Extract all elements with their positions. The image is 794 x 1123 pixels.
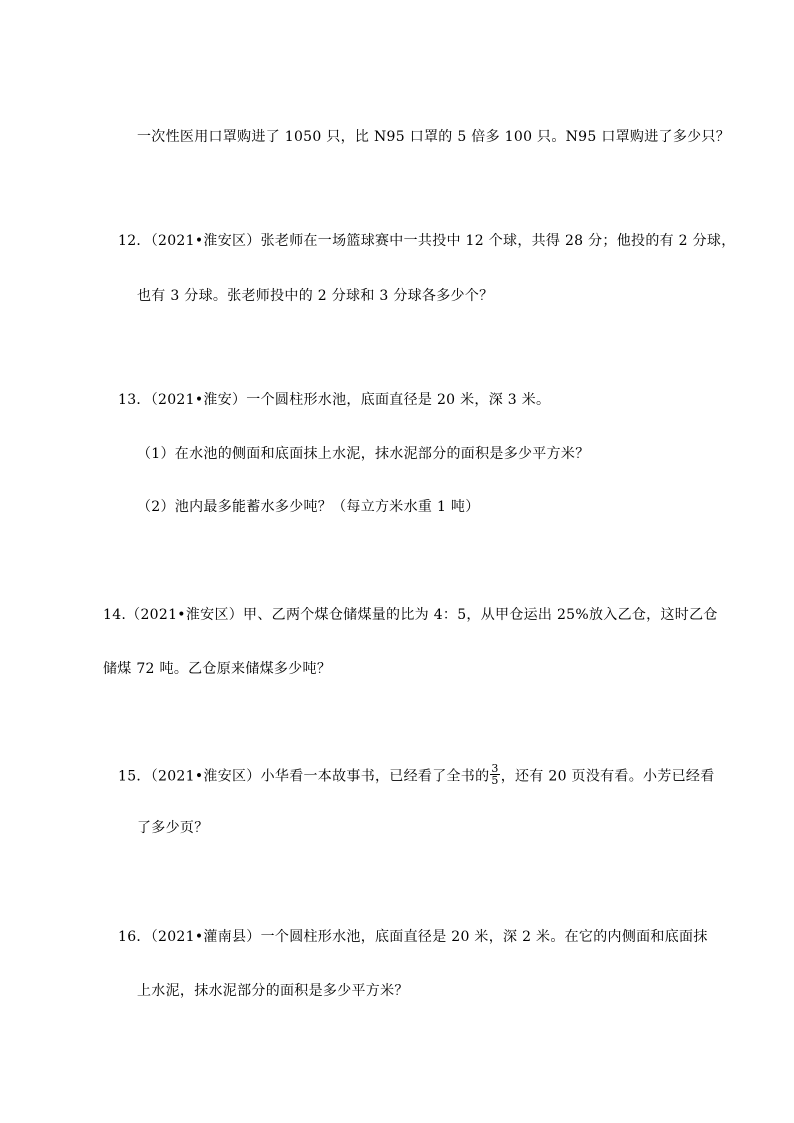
q15-fraction-numerator: 3	[491, 762, 499, 775]
q13-line-1: 13．（2021•淮安）一个圆柱形水池，底面直径是 20 米，深 3 米。	[118, 392, 551, 408]
q15-line-1-suffix: ，还有 20 页没有看。小芳已经看	[500, 768, 715, 785]
q14-line-2: 储煤 72 吨。乙仓原来储煤多少吨？	[103, 661, 332, 677]
q15-fraction	[490, 763, 499, 786]
q13-part-1: （1）在水池的侧面和底面抹上水泥，抹水泥部分的面积是多少平方米？	[137, 446, 590, 462]
q13-part-2: （2）池内最多能蓄水多少吨？（每立方米水重 1 吨）	[137, 499, 480, 515]
q16-line-2: 上水泥，抹水泥部分的面积是多少平方米？	[137, 983, 409, 999]
q15-line-1	[118, 762, 715, 788]
q14-line-1: 14.（2021•淮安区）甲、乙两个煤仓储煤量的比为 4：5，从甲仓运出 25%放入乙仓，这时乙仓	[103, 607, 718, 623]
q15-fraction-denominator: 5	[491, 774, 499, 787]
q15-line-2: 了多少页？	[137, 820, 209, 836]
q15-line-1-prefix: 15．（2021•淮安区）小华看一本故事书，已经看了全书的	[118, 768, 490, 785]
q11-line-1: 一次性医用口罩购进了 1050 只，比 N95 口罩的 5 倍多 100 只。N95 口罩购进了多少只？	[137, 129, 731, 145]
q16-line-1: 16．（2021•灌南县）一个圆柱形水池，底面直径是 20 米，深 2 米。在它的内侧面和底面抹	[118, 929, 708, 945]
q12-line-1: 12．（2021•淮安区）张老师在一场篮球赛中一共投中 12 个球，共得 28 分；他投的有 2 分球，	[118, 233, 736, 249]
q12-line-2: 也有 3 分球。张老师投中的 2 分球和 3 分球各多少个？	[137, 288, 494, 304]
